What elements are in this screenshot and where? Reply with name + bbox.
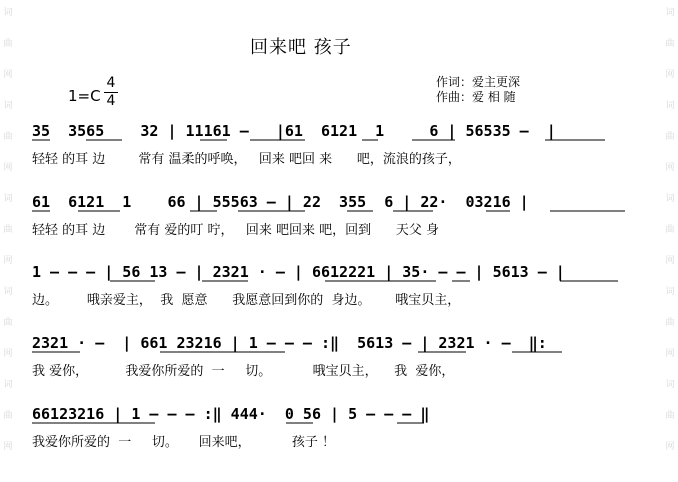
watermark-char: 曲 — [665, 132, 675, 142]
notation-line-3: 1 – – – | 56 13 – | 2321 · – | 6612221 | 35· – – | 5613 – | — [32, 263, 565, 281]
watermark-char: 网 — [665, 70, 675, 80]
watermark-char: 曲 — [3, 225, 13, 235]
watermark-char: 曲 — [665, 39, 675, 49]
watermark-char: 词 — [665, 380, 675, 390]
watermark-char: 曲 — [3, 39, 13, 49]
watermark-char: 词 — [3, 8, 13, 18]
watermark-char: 词 — [665, 194, 675, 204]
watermark-char: 词 — [3, 380, 13, 390]
watermark-char: 网 — [3, 442, 13, 452]
watermark-char: 曲 — [3, 132, 13, 142]
watermark-char: 网 — [665, 256, 675, 266]
watermark-char: 网 — [665, 163, 675, 173]
watermark-char: 网 — [3, 163, 13, 173]
lyrics-line-2: 轻轻 的耳 边 常有 爱的叮 咛， 回来 吧回来 吧，回到 天父 身 — [32, 223, 440, 238]
watermark-char: 网 — [665, 349, 675, 359]
lyrics-line-3: 边。 哦亲爱主， 我 愿意 我愿意回到你的 身边。 哦宝贝主， — [32, 293, 461, 308]
watermark-char: 网 — [665, 442, 675, 452]
watermark-char: 曲 — [665, 318, 675, 328]
lyrics-line-4: 我 爱你， 我爱你所爱的 一 切。 哦宝贝主， 我 爱你， — [32, 364, 455, 379]
time-signature-bottom: 4 — [106, 93, 116, 109]
lyrics-line-5: 我爱你所爱的 一 切。 回来吧， 孩子 ！ — [32, 435, 336, 450]
watermark-char: 网 — [3, 70, 13, 80]
watermark-char: 词 — [3, 101, 13, 111]
watermark-char: 网 — [3, 256, 13, 266]
song-title: 回来吧 孩子 — [250, 37, 352, 58]
notation-line-2: 61 6121 1 66 | 55563 – | 22 355 6 | 22· 03216 | — [32, 193, 529, 211]
time-signature-top: 4 — [106, 75, 116, 91]
lyricist-credit: 作词：爱主更深 — [436, 75, 521, 89]
notation-line-5: 66123216 | 1 – – – :‖ 444· 0 56 | 5 – – – ‖ — [32, 405, 430, 423]
lyrics-line-1: 轻轻 的耳 边 常有 温柔的呼唤， 回来 吧回 来 吧，流浪的孩子， — [32, 152, 461, 167]
watermark-char: 词 — [3, 287, 13, 297]
watermark-char: 网 — [3, 349, 13, 359]
watermark-char: 曲 — [665, 411, 675, 421]
watermark-char: 词 — [665, 287, 675, 297]
key-signature: 1=C — [68, 87, 101, 105]
watermark-char: 词 — [3, 194, 13, 204]
notation-line-1: 35 3565 32 | 11161 – |61 6121 1 6 | 56535 – | — [32, 122, 556, 140]
watermark-char: 曲 — [665, 225, 675, 235]
watermark-char: 词 — [665, 8, 675, 18]
notation-line-4: 2321 · – | 661 23216 | 1 – – – :‖ 5613 – | 2321 · – ‖: — [32, 334, 547, 352]
watermark-char: 词 — [665, 101, 675, 111]
watermark-char: 曲 — [3, 318, 13, 328]
watermark-char: 曲 — [3, 411, 13, 421]
composer-credit: 作曲：爱 相 随 — [436, 90, 516, 104]
